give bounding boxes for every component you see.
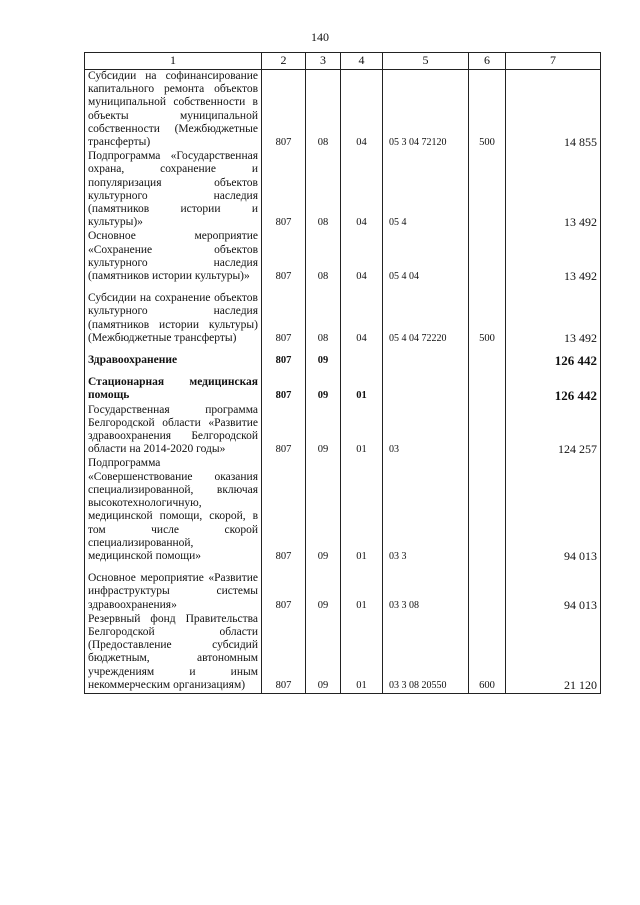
- row-section-code: 08: [306, 230, 341, 284]
- row-expense-type-code: 500: [469, 284, 506, 346]
- row-section-code: 09: [306, 346, 341, 368]
- row-name: Субсидии на сохранение объектов культурного наследия (памятников истории культуры) (Межбюджетные трансферты): [85, 284, 262, 346]
- row-name: Резервный фонд Правительства Белгородской области (Предоставление субсидий бюджетным, автономным учреждениям и иным некоммерческим организациям): [85, 613, 262, 694]
- table-row: [85, 150, 601, 230]
- header-col-4: 4: [341, 53, 383, 70]
- row-amount: 126 442: [506, 368, 601, 403]
- header-col-7: 7: [506, 53, 601, 70]
- row-subsection-code: 04: [341, 150, 383, 230]
- table-row: [85, 70, 601, 151]
- header-col-2: 2: [262, 53, 306, 70]
- row-section-code: 08: [306, 284, 341, 346]
- row-target-article-code: 03: [383, 404, 469, 458]
- table-row: [85, 613, 601, 694]
- row-subsection-code: 04: [341, 230, 383, 284]
- row-section-code: 08: [306, 70, 341, 151]
- row-section-code: 09: [306, 613, 341, 694]
- row-grbs-code: 807: [262, 70, 306, 151]
- row-subsection-code: 01: [341, 564, 383, 613]
- row-grbs-code: 807: [262, 346, 306, 368]
- row-grbs-code: 807: [262, 230, 306, 284]
- row-target-article-code: [383, 346, 469, 368]
- row-subsection-code: 04: [341, 284, 383, 346]
- table-header-row: [85, 53, 601, 70]
- table-row: [85, 346, 601, 368]
- header-col-6: 6: [469, 53, 506, 70]
- row-grbs-code: 807: [262, 368, 306, 403]
- row-expense-type-code: [469, 564, 506, 613]
- table-row: [85, 457, 601, 564]
- row-target-article-code: 03 3 08 20550: [383, 613, 469, 694]
- header-col-5: 5: [383, 53, 469, 70]
- table-row: [85, 284, 601, 346]
- row-amount: 94 013: [506, 457, 601, 564]
- row-subsection-code: 01: [341, 457, 383, 564]
- row-expense-type-code: [469, 368, 506, 403]
- row-name: Стационарная медицинская помощь: [85, 368, 262, 403]
- header-col-3: 3: [306, 53, 341, 70]
- row-target-article-code: 05 4 04: [383, 230, 469, 284]
- row-name: Подпрограмма «Государственная охрана, сохранение и популяризация объектов культурного наследия (памятников истории и культуры)»: [85, 150, 262, 230]
- row-subsection-code: 04: [341, 70, 383, 151]
- row-expense-type-code: [469, 457, 506, 564]
- header-col-1: 1: [85, 53, 262, 70]
- row-amount: 13 492: [506, 150, 601, 230]
- row-amount: 124 257: [506, 404, 601, 458]
- row-target-article-code: 05 4 04 72220: [383, 284, 469, 346]
- row-section-code: 08: [306, 150, 341, 230]
- row-amount: 13 492: [506, 230, 601, 284]
- row-target-article-code: 03 3: [383, 457, 469, 564]
- row-subsection-code: 01: [341, 368, 383, 403]
- row-grbs-code: 807: [262, 284, 306, 346]
- row-grbs-code: 807: [262, 613, 306, 694]
- row-expense-type-code: [469, 404, 506, 458]
- row-expense-type-code: 600: [469, 613, 506, 694]
- table-row: [85, 230, 601, 284]
- row-amount: 14 855: [506, 70, 601, 151]
- row-expense-type-code: [469, 230, 506, 284]
- row-name: Подпрограмма «Совершенствование оказания специализированной, включая высокотехнологичную, медицинской помощи, скорой, в том числе скорой специализированной, медицинской помощи»: [85, 457, 262, 564]
- row-grbs-code: 807: [262, 150, 306, 230]
- row-subsection-code: [341, 346, 383, 368]
- row-amount: 13 492: [506, 284, 601, 346]
- row-expense-type-code: [469, 346, 506, 368]
- row-name: Основное мероприятие «Развитие инфраструктуры системы здравоохранения»: [85, 564, 262, 613]
- row-subsection-code: 01: [341, 613, 383, 694]
- row-expense-type-code: 500: [469, 70, 506, 151]
- row-amount: 94 013: [506, 564, 601, 613]
- row-name: Основное мероприятие «Сохранение объектов культурного наследия (памятников истории культуры)»: [85, 230, 262, 284]
- row-section-code: 09: [306, 564, 341, 613]
- table-row: [85, 404, 601, 458]
- page-number: 140: [311, 30, 329, 44]
- row-grbs-code: 807: [262, 564, 306, 613]
- table-row: [85, 368, 601, 403]
- row-subsection-code: 01: [341, 404, 383, 458]
- table-row: [85, 564, 601, 613]
- row-target-article-code: [383, 368, 469, 403]
- row-target-article-code: 03 3 08: [383, 564, 469, 613]
- row-name: Субсидии на софинансирование капитального ремонта объектов муниципальной собственности в объекты муниципальной собственности (Межбюджетные трансферты): [85, 70, 262, 151]
- row-amount: 126 442: [506, 346, 601, 368]
- row-name: Здравоохранение: [85, 346, 262, 368]
- row-grbs-code: 807: [262, 457, 306, 564]
- row-section-code: 09: [306, 404, 341, 458]
- row-name: Государственная программа Белгородской области «Развитие здравоохранения Белгородской области на 2014-2020 годы»: [85, 404, 262, 458]
- row-target-article-code: 05 3 04 72120: [383, 70, 469, 151]
- row-section-code: 09: [306, 457, 341, 564]
- row-amount: 21 120: [506, 613, 601, 694]
- row-section-code: 09: [306, 368, 341, 403]
- row-expense-type-code: [469, 150, 506, 230]
- row-target-article-code: 05 4: [383, 150, 469, 230]
- budget-table: [84, 52, 601, 694]
- row-grbs-code: 807: [262, 404, 306, 458]
